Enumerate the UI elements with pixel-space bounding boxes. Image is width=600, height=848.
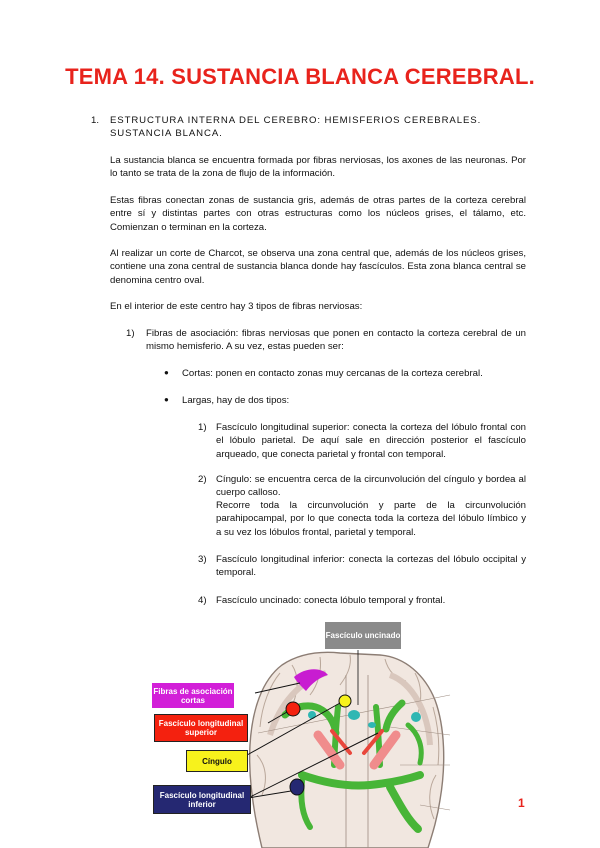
sublist-item-cingulo-detail: Recorre toda la circunvolución y parte de la circunvolución parahipocampal, por lo que conecta toda la corteza del lóbulo límbico y a su vez los lóbulos frontal, parietal y temporal. bbox=[216, 500, 526, 538]
sublist-item-cingulo: Cíngulo: se encuentra cerca de la circunvolución del cíngulo y bordea al cuerpo calloso. bbox=[216, 474, 526, 499]
sublist-number-2: 2) bbox=[198, 474, 207, 485]
bullet-icon: ● bbox=[164, 395, 169, 404]
sublist-number-1: 1) bbox=[198, 422, 207, 433]
sublist-number-4: 4) bbox=[198, 595, 207, 606]
sublist-item-uncinado: Fascículo uncinado: conecta lóbulo temporal y frontal. bbox=[216, 595, 446, 606]
list-item-association-fibers: Fibras de asociación: fibras nerviosas que ponen en contacto la corteza cerebral de un mismo hemisferio. A su vez, estas pueden ser: bbox=[146, 328, 526, 353]
label-fasciculo-uncinado: Fascículo uncinado bbox=[325, 622, 401, 649]
label-fibras-cortas: Fibras de asociación cortas bbox=[152, 683, 234, 708]
paragraph-1: La sustancia blanca se encuentra formada por fibras nerviosas, los axones de las neuronas. Por lo tanto se trata de la zona de flujo de la información. bbox=[110, 155, 526, 180]
sublist-item-inferior: Fascículo longitudinal inferior: conecta la cortezas del lóbulo occipital y temporal. bbox=[216, 554, 526, 579]
bullet-icon: ● bbox=[164, 368, 169, 377]
bullet-item-largas: Largas, hay de dos tipos: bbox=[182, 395, 290, 406]
section-number: 1. bbox=[91, 115, 100, 126]
page-title: TEMA 14. SUSTANCIA BLANCA CEREBRAL. bbox=[65, 64, 535, 89]
section-heading: ESTRUCTURA INTERNA DEL CEREBRO: HEMISFERIOS CEREBRALES. SUSTANCIA BLANCA. bbox=[110, 115, 482, 140]
label-cingulo: Cíngulo bbox=[186, 750, 248, 772]
paragraph-2: Estas fibras conectan zonas de sustancia gris, además de otras partes de la corteza cerebral entre sí y distintas partes con otras estructuras como los núcleos grises, el tálamo, etc. Comienzan o terminan en la corteza. bbox=[110, 195, 526, 233]
list-number-1: 1) bbox=[126, 328, 135, 339]
bullet-item-cortas: Cortas: ponen en contacto zonas muy cercanas de la corteza cerebral. bbox=[182, 368, 483, 379]
label-fasciculo-inferior: Fascículo longitudinal inferior bbox=[153, 785, 251, 814]
page-number: 1 bbox=[518, 796, 525, 810]
paragraph-4: En el interior de este centro hay 3 tipos de fibras nerviosas: bbox=[110, 301, 363, 312]
paragraph-3: Al realizar un corte de Charcot, se observa una zona central que, además de los núcleos grises, contiene una zona central de sustancia blanca donde hay fascículos. Esta zona blanca central se denomina centro oval. bbox=[110, 248, 526, 286]
sublist-number-3: 3) bbox=[198, 554, 207, 565]
label-fasciculo-superior: Fascículo longitudinal superior bbox=[154, 714, 248, 742]
sublist-item-superior: Fascículo longitudinal superior: conecta la corteza del lóbulo frontal con el lóbulo parietal. De aquí sale en dirección posterior el fascículo arqueado, que conecta parietal y frontal con temporal. bbox=[216, 422, 526, 460]
